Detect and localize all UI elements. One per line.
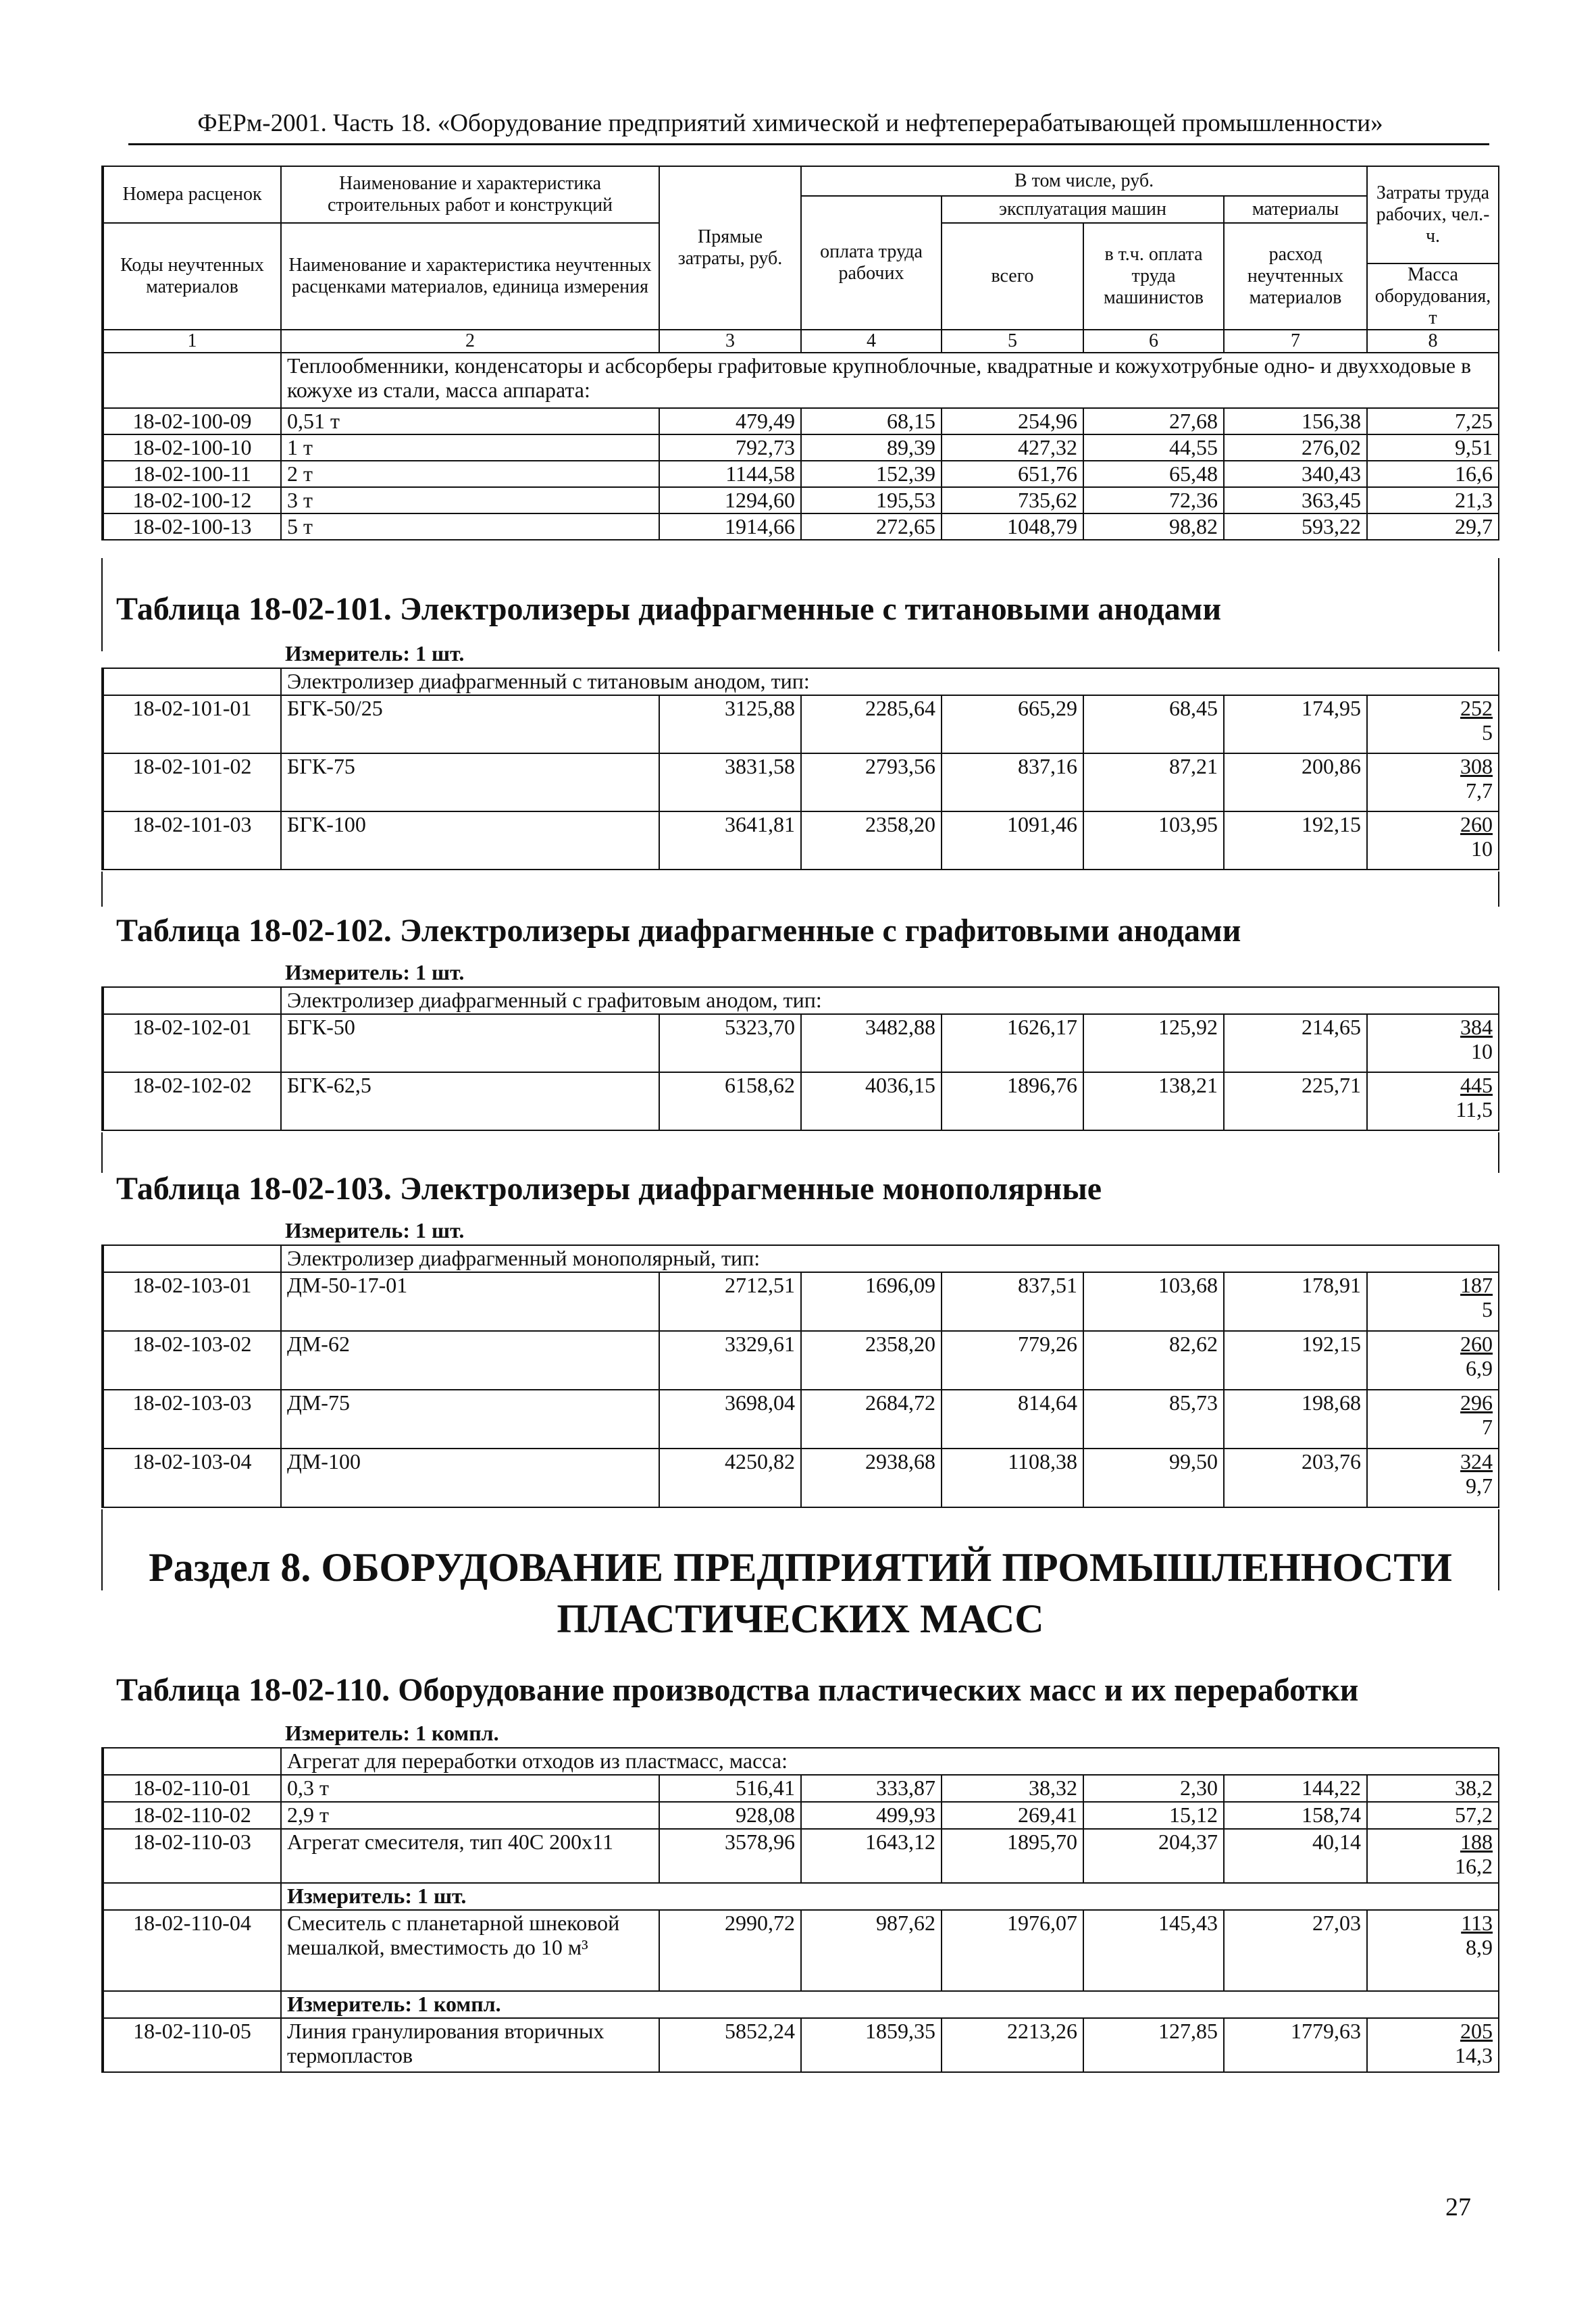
table-cell: 516,41 (659, 1775, 801, 1802)
measure-unit-110-2: Измеритель: 1 шт. (281, 1883, 1499, 1910)
mass-value: 16,2 (1455, 1854, 1493, 1878)
table-cell: 987,62 (801, 1910, 942, 1991)
table-cell: 178,91 (1224, 1272, 1367, 1331)
table-cell: 65,48 (1083, 461, 1224, 487)
table-cell: 9,51 (1367, 434, 1499, 461)
table-cell: 1779,63 (1224, 2018, 1367, 2072)
table-18-02-103 (101, 1244, 1499, 1508)
table-cell: 195,53 (801, 487, 942, 513)
table-cell: 363,45 (1224, 487, 1367, 513)
table-cell: БГК-100 (281, 811, 659, 870)
mass-value: 11,5 (1456, 1097, 1493, 1122)
table-cell: 4250,82 (659, 1449, 801, 1507)
table-cell: 16,6 (1367, 461, 1499, 487)
labor-value: 296 (1460, 1390, 1493, 1415)
measure-unit-110: Измеритель: 1 компл. (285, 1721, 499, 1745)
table-row (103, 753, 1499, 811)
table-row (103, 434, 1499, 461)
head-num-6: 6 (1083, 330, 1224, 353)
table-cell: 735,62 (942, 487, 1083, 513)
table-cell (1367, 1272, 1499, 1331)
table-cell: 18-02-102-02 (103, 1072, 281, 1130)
table-cell (1367, 753, 1499, 811)
measure-unit-101: Измеритель: 1 шт. (285, 641, 465, 665)
table-cell: 27,68 (1083, 408, 1224, 434)
table-cell: 2,9 т (281, 1802, 659, 1829)
table-cell (103, 353, 281, 408)
table-cell: 1144,58 (659, 461, 801, 487)
table-caption: Электролизер диафрагменный с графитовым анодом, тип: (281, 987, 1499, 1014)
labor-value: 260 (1460, 1332, 1493, 1356)
table-18-02-100 (101, 166, 1499, 540)
table-cell: 18-02-100-11 (103, 461, 281, 487)
table-cell: 89,39 (801, 434, 942, 461)
table-cell (103, 1991, 281, 2018)
table-cell (1367, 1449, 1499, 1507)
table-cell: 1696,09 (801, 1272, 942, 1331)
table-cell: 7,25 (1367, 408, 1499, 434)
mass-value: 14,3 (1455, 2043, 1493, 2067)
table-cell: 99,50 (1083, 1449, 1224, 1507)
table-cell: 27,03 (1224, 1910, 1367, 1991)
table-caption: Агрегат для переработки отходов из пластмасс, масса: (281, 1748, 1499, 1775)
table-cell: 6158,62 (659, 1072, 801, 1130)
table-cell: 18-02-101-02 (103, 753, 281, 811)
table-cell: 127,85 (1083, 2018, 1224, 2072)
table-cell: 57,2 (1367, 1802, 1499, 1829)
table-row (103, 811, 1499, 870)
table-title-103: Таблица 18-02-103. Электролизеры диафрагменные монополярные (116, 1171, 1102, 1207)
table-cell: 333,87 (801, 1775, 942, 1802)
labor-value: 324 (1460, 1449, 1493, 1474)
table-cell: 204,37 (1083, 1829, 1224, 1883)
head-direct-costs: Прямые затраты, руб. (659, 166, 801, 330)
table-gap (101, 872, 1499, 907)
labor-value: 187 (1460, 1273, 1493, 1297)
table-row (103, 1272, 1499, 1331)
table-cell: 18-02-103-03 (103, 1390, 281, 1449)
section-title-line2: ПЛАСТИЧЕСКИХ МАСС (557, 1596, 1044, 1641)
table-cell: 1294,60 (659, 487, 801, 513)
head-col2-top: Наименование и характеристика строительных работ и конструкций (281, 166, 659, 223)
table-cell: 499,93 (801, 1802, 942, 1829)
table-cell: 158,74 (1224, 1802, 1367, 1829)
table-cell: 18-02-100-12 (103, 487, 281, 513)
table-cell (1367, 1829, 1499, 1883)
table-cell: 68,15 (801, 408, 942, 434)
table-cell (1367, 1072, 1499, 1130)
table-cell: Смеситель с планетарной шнековой мешалкой, вместимость до 10 м³ (281, 1910, 659, 1991)
labor-value: 205 (1460, 2019, 1493, 2043)
table-cell: 2938,68 (801, 1449, 942, 1507)
table-cell: 5852,24 (659, 2018, 801, 2072)
labor-value: 445 (1460, 1073, 1493, 1097)
page-number: 27 (1445, 2193, 1471, 2221)
table-cell: 2285,64 (801, 695, 942, 753)
table-row (103, 1072, 1499, 1130)
table-cell (1367, 695, 1499, 753)
table-cell: 18-02-101-03 (103, 811, 281, 870)
table-cell: 72,36 (1083, 487, 1224, 513)
table-cell: 18-02-103-01 (103, 1272, 281, 1331)
table-cell: 1643,12 (801, 1829, 942, 1883)
table-cell: 3125,88 (659, 695, 801, 753)
table-cell: 82,62 (1083, 1331, 1224, 1390)
head-machines-all: всего (942, 223, 1083, 330)
table-cell: БГК-50 (281, 1014, 659, 1072)
mass-value: 10 (1471, 1039, 1493, 1063)
table-cell: 200,86 (1224, 753, 1367, 811)
head-num-1: 1 (103, 330, 281, 353)
head-col1-top: Номера расценок (103, 166, 281, 223)
head-mass: Масса оборудования, т (1367, 263, 1499, 330)
table-cell: 125,92 (1083, 1014, 1224, 1072)
head-num-8: 8 (1367, 330, 1499, 353)
mass-value: 7,7 (1466, 778, 1493, 803)
mass-value: 6,9 (1466, 1356, 1493, 1380)
mass-value: 5 (1482, 1297, 1493, 1322)
table-cell: 837,16 (942, 753, 1083, 811)
labor-value: 188 (1460, 1830, 1493, 1854)
table-cell: БГК-62,5 (281, 1072, 659, 1130)
table-cell: ДМ-75 (281, 1390, 659, 1449)
table-cell: 18-02-101-01 (103, 695, 281, 753)
table-cell: 1914,66 (659, 513, 801, 540)
table-cell: Агрегат смесителя, тип 40С 200х11 (281, 1829, 659, 1883)
table-cell: 269,41 (942, 1802, 1083, 1829)
table-cell: 1896,76 (942, 1072, 1083, 1130)
table-cell: 1895,70 (942, 1829, 1083, 1883)
table-row (103, 1331, 1499, 1390)
table-18-02-110 (101, 1747, 1499, 2073)
table-cell: 18-02-110-05 (103, 2018, 281, 2072)
head-labor: Затраты труда рабочих, чел.-ч. (1367, 166, 1499, 263)
head-pay: оплата труда рабочих (801, 196, 942, 330)
table-cell: 665,29 (942, 695, 1083, 753)
table-cell: 1091,46 (942, 811, 1083, 870)
table-cell: 1626,17 (942, 1014, 1083, 1072)
table-cell: БГК-50/25 (281, 695, 659, 753)
section-title-line1: Раздел 8. ОБОРУДОВАНИЕ ПРЕДПРИЯТИЙ ПРОМЫШЛЕННОСТИ (149, 1545, 1452, 1590)
measure-unit-110-3: Измеритель: 1 компл. (281, 1991, 1499, 2018)
labor-value: 113 (1461, 1911, 1493, 1935)
table-cell: Линия гранулирования вторичных термопластов (281, 2018, 659, 2072)
table-cell: 3578,96 (659, 1829, 801, 1883)
mass-value: 8,9 (1466, 1935, 1493, 1959)
head-col2-bottom: Наименование и характеристика неучтенных расценками материалов, единица измерения (281, 223, 659, 330)
table-cell: 792,73 (659, 434, 801, 461)
head-machines: эксплуатация машин (942, 196, 1224, 223)
table-title-110: Таблица 18-02-110. Оборудование производства пластических масс и их переработки (116, 1672, 1359, 1708)
table-cell (1367, 1014, 1499, 1072)
table-cell: 18-02-110-02 (103, 1802, 281, 1829)
table-cell: 427,32 (942, 434, 1083, 461)
table-caption: Теплообменники, конденсаторы и асбсорберы графитовые крупноблочные, квадратные и кожухотрубные одно- и двухходовые в кожухе из стали, масса аппарата: (281, 353, 1499, 408)
table-cell (1367, 1331, 1499, 1390)
table-cell: 18-02-100-10 (103, 434, 281, 461)
table-cell: 272,65 (801, 513, 942, 540)
table-caption: Электролизер диафрагменный с титановым анодом, тип: (281, 668, 1499, 695)
table-cell: 3482,88 (801, 1014, 942, 1072)
table-row (103, 1910, 1499, 1991)
table-cell: 276,02 (1224, 434, 1367, 461)
table-gap (101, 1132, 1499, 1173)
table-cell: 198,68 (1224, 1390, 1367, 1449)
table-cell: 38,2 (1367, 1775, 1499, 1802)
table-row (103, 1829, 1499, 1883)
table-cell: 3698,04 (659, 1390, 801, 1449)
table-cell: 18-02-110-03 (103, 1829, 281, 1883)
head-including: В том числе, руб. (801, 166, 1367, 196)
table-cell: 2990,72 (659, 1910, 801, 1991)
table-cell: 254,96 (942, 408, 1083, 434)
table-row (103, 1802, 1499, 1829)
table-row (103, 1390, 1499, 1449)
table-cell: 156,38 (1224, 408, 1367, 434)
table-cell: ДМ-50-17-01 (281, 1272, 659, 1331)
table-cell: 837,51 (942, 1272, 1083, 1331)
table-cell: 40,14 (1224, 1829, 1367, 1883)
table-cell (103, 668, 281, 695)
head-num-4: 4 (801, 330, 942, 353)
table-cell: 479,49 (659, 408, 801, 434)
table-18-02-102 (101, 986, 1499, 1131)
table-cell: 174,95 (1224, 695, 1367, 753)
table-cell: 928,08 (659, 1802, 801, 1829)
table-cell: 87,21 (1083, 753, 1224, 811)
table-cell: 3831,58 (659, 753, 801, 811)
mass-value: 9,7 (1466, 1474, 1493, 1498)
mass-value: 10 (1471, 836, 1493, 861)
table-cell: 2 т (281, 461, 659, 487)
table-cell: 2712,51 (659, 1272, 801, 1331)
table-cell: БГК-75 (281, 753, 659, 811)
table-cell: 29,7 (1367, 513, 1499, 540)
table-cell: 1108,38 (942, 1449, 1083, 1507)
table-cell: 1 т (281, 434, 659, 461)
table-row (103, 695, 1499, 753)
table-row (103, 408, 1499, 434)
table-title-102: Таблица 18-02-102. Электролизеры диафрагменные с графитовыми анодами (116, 913, 1241, 949)
table-cell: 18-02-110-01 (103, 1775, 281, 1802)
table-cell: 44,55 (1083, 434, 1224, 461)
section-title (101, 1542, 1499, 1644)
table-cell: 2213,26 (942, 2018, 1083, 2072)
table-cell: 214,65 (1224, 1014, 1367, 1072)
table-caption: Электролизер диафрагменный монополярный, тип: (281, 1245, 1499, 1272)
labor-value: 308 (1460, 754, 1493, 778)
table-cell: 18-02-110-04 (103, 1910, 281, 1991)
table-row (103, 2018, 1499, 2072)
table-cell: 98,82 (1083, 513, 1224, 540)
table-cell: 1859,35 (801, 2018, 942, 2072)
table-cell: 2684,72 (801, 1390, 942, 1449)
table-cell: 192,15 (1224, 1331, 1367, 1390)
table-cell: 2358,20 (801, 811, 942, 870)
table-cell: 103,95 (1083, 811, 1224, 870)
table-cell: 1976,07 (942, 1910, 1083, 1991)
table-cell: 2793,56 (801, 753, 942, 811)
table-cell: 5 т (281, 513, 659, 540)
table-cell: 2,30 (1083, 1775, 1224, 1802)
table-cell: 814,64 (942, 1390, 1083, 1449)
table-cell: 1048,79 (942, 513, 1083, 540)
table-cell: 3641,81 (659, 811, 801, 870)
head-num-3: 3 (659, 330, 801, 353)
head-machinist-pay: в т.ч. оплата труда машинистов (1083, 223, 1224, 330)
table-title-101: Таблица 18-02-101. Электролизеры диафрагменные с титановыми анодами (116, 591, 1222, 627)
table-18-02-101 (101, 668, 1499, 870)
table-cell: 779,26 (942, 1331, 1083, 1390)
table-cell: 203,76 (1224, 1449, 1367, 1507)
head-num-2: 2 (281, 330, 659, 353)
table-cell: 15,12 (1083, 1802, 1224, 1829)
table-cell: ДМ-62 (281, 1331, 659, 1390)
table-cell: 3 т (281, 487, 659, 513)
table-cell: 2358,20 (801, 1331, 942, 1390)
table-cell: 0,3 т (281, 1775, 659, 1802)
measure-unit-103: Измеритель: 1 шт. (285, 1218, 465, 1242)
table-cell: 192,15 (1224, 811, 1367, 870)
table-row (103, 1014, 1499, 1072)
table-cell: 0,51 т (281, 408, 659, 434)
table-row (103, 513, 1499, 540)
table-cell: 103,68 (1083, 1272, 1224, 1331)
table-cell (1367, 2018, 1499, 2072)
table-cell (103, 1245, 281, 1272)
head-materials: материалы (1224, 196, 1367, 223)
table-cell: 18-02-102-01 (103, 1014, 281, 1072)
head-num-5: 5 (942, 330, 1083, 353)
head-num-7: 7 (1224, 330, 1367, 353)
table-cell: 651,76 (942, 461, 1083, 487)
labor-value: 384 (1460, 1015, 1493, 1039)
running-header: ФЕРм-2001. Часть 18. «Оборудование предприятий химической и нефтеперерабатывающей промышленности» (197, 109, 1383, 137)
table-row (103, 1449, 1499, 1507)
table-cell: 5323,70 (659, 1014, 801, 1072)
table-cell (103, 1748, 281, 1775)
measure-unit-102: Измеритель: 1 шт. (285, 960, 465, 984)
table-cell: 3329,61 (659, 1331, 801, 1390)
head-col1-bottom: Коды неучтенных материалов (103, 223, 281, 330)
table-cell: 145,43 (1083, 1910, 1224, 1991)
head-material-consumption: расход неучтенных материалов (1224, 223, 1367, 330)
table-cell: 21,3 (1367, 487, 1499, 513)
table-row (103, 1775, 1499, 1802)
table-cell: 152,39 (801, 461, 942, 487)
table-cell: 593,22 (1224, 513, 1367, 540)
table-cell: 85,73 (1083, 1390, 1224, 1449)
mass-value: 7 (1482, 1415, 1493, 1439)
table-cell: 144,22 (1224, 1775, 1367, 1802)
table-cell: 38,32 (942, 1775, 1083, 1802)
mass-value: 5 (1482, 720, 1493, 745)
table-cell: 68,45 (1083, 695, 1224, 753)
table-cell (103, 987, 281, 1014)
table-cell: 138,21 (1083, 1072, 1224, 1130)
table-cell (103, 1883, 281, 1910)
table-cell: 18-02-103-04 (103, 1449, 281, 1507)
table-cell: ДМ-100 (281, 1449, 659, 1507)
table-cell (1367, 1910, 1499, 1991)
labor-value: 260 (1460, 812, 1493, 836)
labor-value: 252 (1460, 696, 1493, 720)
table-row (103, 461, 1499, 487)
table-row (103, 487, 1499, 513)
table-cell (1367, 1390, 1499, 1449)
table-cell: 340,43 (1224, 461, 1367, 487)
table-cell: 4036,15 (801, 1072, 942, 1130)
table-cell (1367, 811, 1499, 870)
header-rule (128, 143, 1489, 145)
table-cell: 18-02-100-09 (103, 408, 281, 434)
table-cell: 225,71 (1224, 1072, 1367, 1130)
table-cell: 18-02-100-13 (103, 513, 281, 540)
table-cell: 18-02-103-02 (103, 1331, 281, 1390)
